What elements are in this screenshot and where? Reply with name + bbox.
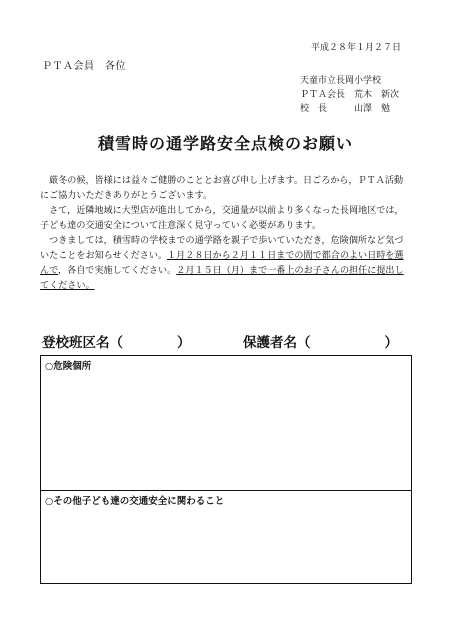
- paragraph-3-text-a: つきましては，積雪時の学校までの通学路を親子で歩いていただき，危険個所など気づいたことをお知らせください。: [40, 236, 404, 261]
- period-underlined: １月２８日から２月１１日までの間で都合のよい日時を選んで: [40, 251, 404, 276]
- sender-principal: 校 長 山澤 勉: [300, 104, 391, 114]
- paragraph-1-text: 厳冬の候，皆様には益々ご健勝のこととお喜び申し上げます。日ごろから，ＰＴＡ活動にご協力いただきありがとうございます。: [40, 176, 404, 201]
- danger-spots-box[interactable]: [40, 355, 412, 491]
- guardian-label: 保護者名（: [243, 335, 311, 351]
- deadline-underlined: ２月１５日（月）まで: [176, 266, 268, 276]
- danger-spots-label: ○危険個所: [45, 361, 92, 372]
- body-text: [40, 174, 412, 294]
- paragraph-3: [40, 234, 412, 294]
- other-safety-label: ○その他子ども達の交通安全に関わること: [45, 496, 225, 507]
- sender-school: 天童市立長岡小学校: [300, 76, 382, 86]
- school-group-label: 登校班区名（: [42, 335, 123, 351]
- paragraph-2-text: さて，近隣地域に大型店が進出してから，交通量が以前より多くなった長岡地区では，子ども達の交通安全について注意深く見守っていく必要があります。: [40, 206, 404, 231]
- paragraph-1: [40, 174, 412, 204]
- recipient: ＰＴＡ会員 各位: [42, 61, 126, 72]
- paragraph-3-text-c: ，各自で実施してください。: [58, 266, 177, 276]
- paragraph-2: [40, 204, 412, 234]
- submit-instruction-underlined: 一番上のお子さんの担任に提出してください。: [40, 266, 404, 291]
- guardian-field: [243, 331, 398, 351]
- school-group-close: ）: [177, 335, 191, 351]
- other-safety-box[interactable]: [40, 491, 412, 584]
- document-title: 積雪時の通学路安全点検のお願い: [97, 134, 353, 153]
- sender-pta-president: ＰＴＡ会長 荒木 新次: [300, 90, 400, 100]
- date: 平成２８年１月２７日: [311, 43, 402, 53]
- school-group-field: [42, 331, 191, 351]
- guardian-close: ）: [384, 335, 398, 351]
